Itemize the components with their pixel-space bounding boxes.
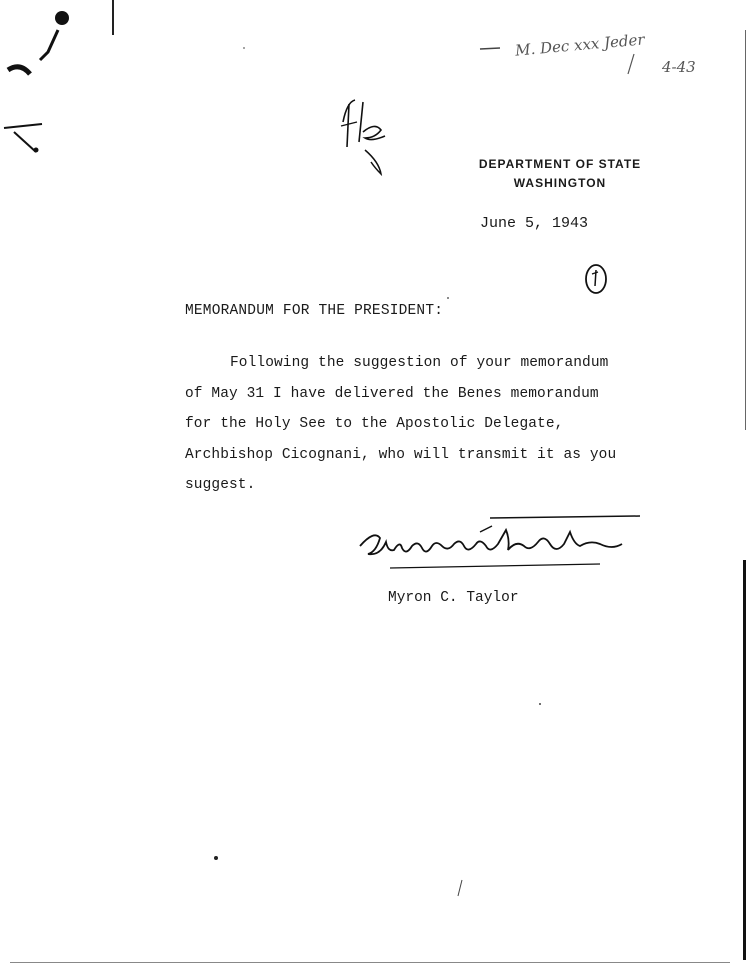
handwritten-note: M. Dec xxx Jeder — [514, 30, 646, 60]
signature-name: Myron C. Taylor — [388, 590, 519, 606]
body-line: Archbishop Cicognani, who will transmit it as you — [185, 446, 617, 463]
body-line: of May 31 I have delivered the Benes memorandum — [185, 385, 599, 402]
letterhead-department: DEPARTMENT OF STATE — [478, 157, 642, 171]
memo-date: June 5, 1943 — [480, 215, 589, 232]
letterhead-city: WASHINGTON — [513, 176, 607, 190]
body-line: suggest. — [185, 477, 256, 493]
body-line: for the Holy See to the Apostolic Delegate, — [185, 416, 564, 432]
body-line: Following the suggestion of your memorandum — [230, 355, 609, 371]
memo-heading: MEMORANDUM FOR THE PRESIDENT: — [185, 303, 444, 319]
handwritten-date: 4-43 — [662, 58, 696, 76]
